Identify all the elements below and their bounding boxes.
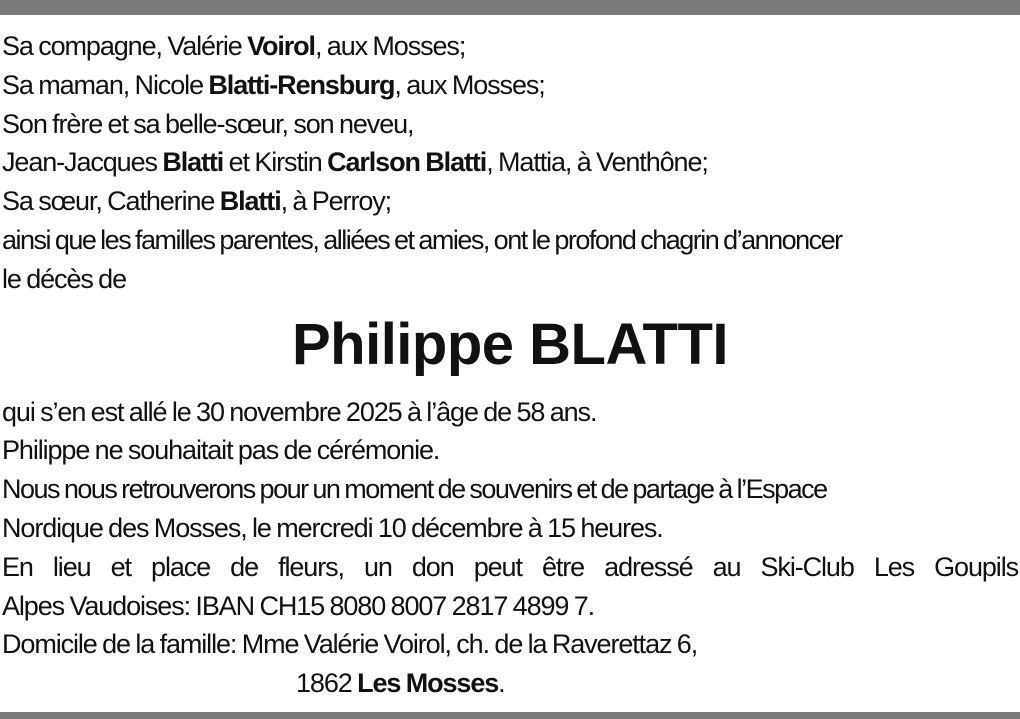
family-line-relatives: ainsi que les familles parentes, alliées et amies, ont le profond chagrin d’annoncer — [2, 224, 842, 255]
text-span: Jean-Jacques — [2, 147, 163, 178]
surname: Blatti-Rensburg — [208, 69, 395, 100]
detail-line-donation: En lieu et place de fleurs, un don peut être adressé au Ski-Club Les Goupils — [2, 551, 1018, 582]
surname: Blatti — [219, 186, 281, 217]
text-span: . — [498, 668, 505, 699]
family-line-sister — [2, 182, 1018, 221]
locality-name: Les Mosses — [357, 668, 499, 699]
family-line-mother — [2, 66, 1018, 105]
text-span: 1862 — [296, 668, 358, 699]
family-line-brother — [2, 143, 1018, 182]
bottom-rule — [0, 712, 1020, 719]
obituary-notice — [2, 27, 1018, 703]
top-rule — [0, 0, 1020, 15]
detail-line-date: qui s’en est allé le 30 novembre 2025 à l’âge de 58 ans. — [2, 396, 597, 427]
detail-line-domicile: Domicile de la famille: Mme Valérie Voirol, ch. de la Raverettaz 6, — [2, 629, 698, 660]
surname: Carlson Blatti — [327, 147, 487, 178]
text-span: Sa compagne, Valérie — [2, 31, 248, 61]
text-span: , aux Mosses; — [394, 69, 545, 100]
detail-line-gathering-place: Nordique des Mosses, le mercredi 10 décembre à 15 heures. — [2, 512, 663, 543]
surname: Voirol — [247, 31, 315, 61]
detail-line-gathering: Nous nous retrouverons pour un moment de souvenirs et de partage à l’Espace — [2, 474, 827, 505]
text-span: Sa maman, Nicole — [2, 69, 209, 100]
text-span: et Kirstin — [223, 147, 328, 178]
text-span: , Mattia, à Venthône; — [486, 147, 708, 178]
text-span: , aux Mosses; — [314, 31, 466, 61]
family-line-brother-intro: Son frère et sa belle-sœur, son neveu, — [2, 108, 414, 139]
detail-line-ceremony: Philippe ne souhaitait pas de cérémonie. — [2, 435, 440, 466]
detail-line-locality — [2, 664, 1018, 703]
family-line-announcement: le décès de — [2, 263, 126, 294]
surname: Blatti — [162, 147, 224, 178]
text-span: Sa sœur, Catherine — [2, 186, 220, 217]
detail-line-iban: Alpes Vaudoises: IBAN CH15 8080 8007 2817 4899 7. — [2, 590, 595, 621]
family-line-companion — [2, 27, 1018, 66]
text-span: , à Perroy; — [280, 186, 392, 217]
deceased-name: Philippe BLATTI — [291, 311, 729, 377]
